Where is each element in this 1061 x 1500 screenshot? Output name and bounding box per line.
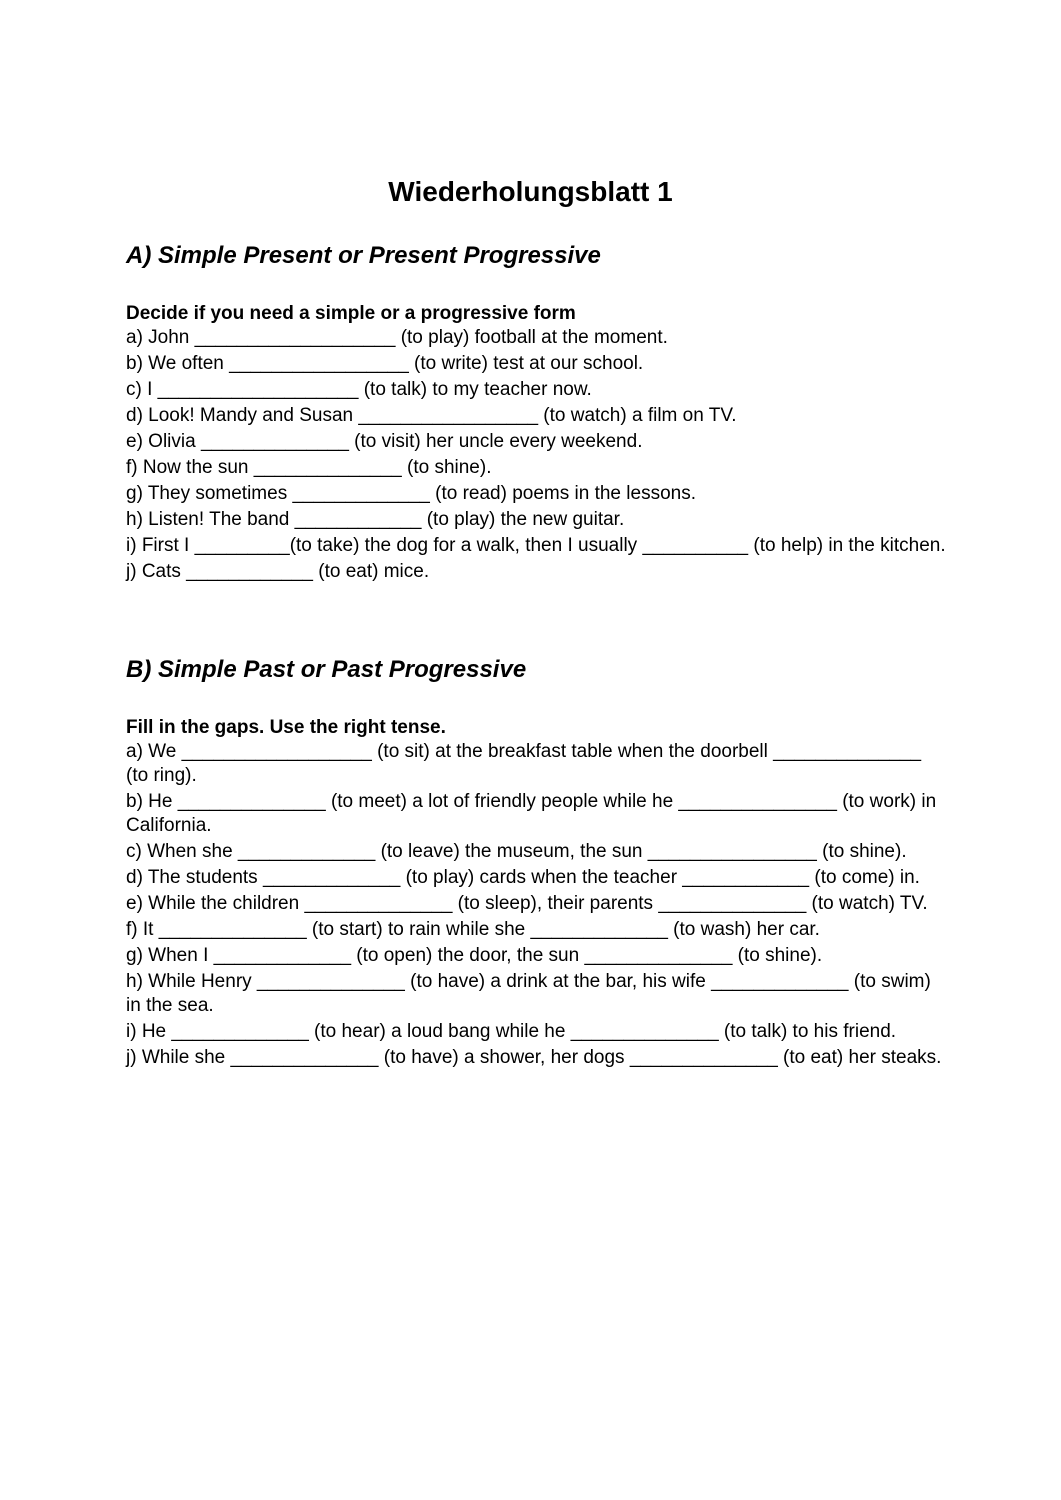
exercise-item-j: j) Cats ____________ (to eat) mice. (126, 561, 430, 582)
section-instruction: Decide if you need a simple or a progressive form (126, 303, 576, 324)
exercise-item-e: e) While the children ______________ (to sleep), their parents ______________ (to watch) TV. (126, 893, 928, 914)
exercise-item-h: h) Listen! The band ____________ (to play) the new guitar. (126, 509, 625, 530)
exercise-item-e: e) Olivia ______________ (to visit) her uncle every weekend. (126, 431, 643, 452)
section-heading: A) Simple Present or Present Progressive (126, 242, 601, 269)
exercise-item-g: g) They sometimes _____________ (to read) poems in the lessons. (126, 483, 696, 504)
exercise-item-f: f) It ______________ (to start) to rain while she _____________ (to wash) her car. (126, 919, 820, 940)
exercise-item-f: f) Now the sun ______________ (to shine). (126, 457, 492, 478)
section-simple-present (126, 238, 946, 586)
exercise-item-d: d) Look! Mandy and Susan _________________ (to watch) a film on TV. (126, 405, 737, 426)
exercise-list (126, 740, 946, 1070)
page-title: Wiederholungsblatt 1 (388, 176, 673, 207)
exercise-item-b: b) He ______________ (to meet) a lot of friendly people while he _______________ (to work) in California. (126, 791, 937, 836)
exercise-item-d: d) The students _____________ (to play) cards when the teacher ____________ (to come) in. (126, 867, 920, 888)
exercise-item-b: b) We often _________________ (to write) test at our school. (126, 353, 644, 374)
exercise-item-j: j) While she ______________ (to have) a shower, her dogs ______________ (to eat) her steaks. (126, 1047, 942, 1068)
exercise-item-i: i) He _____________ (to hear) a loud bang while he ______________ (to talk) to his friend. (126, 1021, 897, 1042)
section-simple-past (126, 652, 946, 1072)
exercise-item-i: i) First I _________(to take) the dog for a walk, then I usually __________ (to help) in the kitchen. (126, 535, 946, 556)
exercise-item-h: h) While Henry ______________ (to have) a drink at the bar, his wife _____________ (to swim) in the sea. (126, 971, 931, 1016)
section-heading: B) Simple Past or Past Progressive (126, 656, 527, 683)
exercise-item-g: g) When I _____________ (to open) the door, the sun ______________ (to shine). (126, 945, 823, 966)
section-instruction: Fill in the gaps. Use the right tense. (126, 717, 446, 738)
exercise-item-a: a) John ___________________ (to play) football at the moment. (126, 327, 668, 348)
exercise-item-a: a) We __________________ (to sit) at the breakfast table when the doorbell ______________ (to ring). (126, 741, 922, 786)
exercise-item-c: c) I ___________________ (to talk) to my teacher now. (126, 379, 592, 400)
exercise-item-c: c) When she _____________ (to leave) the museum, the sun ________________ (to shine). (126, 841, 907, 862)
exercise-list (126, 326, 946, 584)
